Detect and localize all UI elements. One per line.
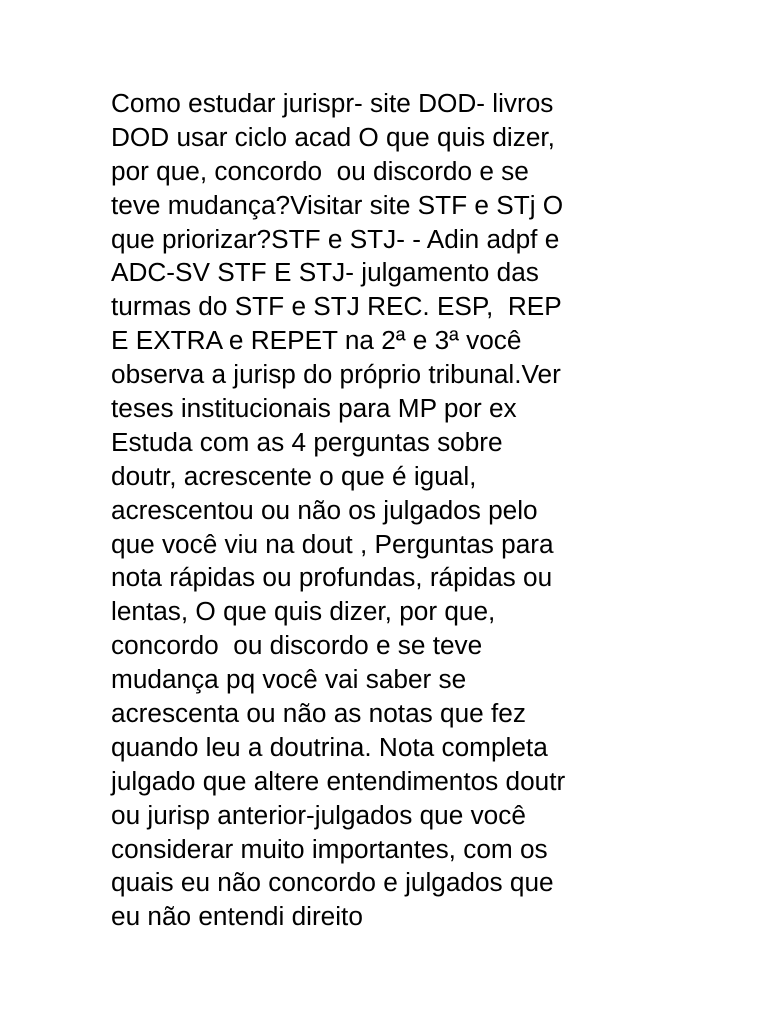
text-line: eu não entendi direito — [111, 901, 363, 932]
text-line: acrescentou ou não os julgados pelo — [111, 494, 538, 525]
text-line: acrescenta ou não as notas que fez — [111, 698, 526, 729]
text-line: ou jurisp anterior-julgados que você — [111, 799, 526, 830]
text-line: considerar muito importantes, com os — [111, 833, 548, 864]
text-line: lentas, O que quis dizer, por que, — [111, 596, 496, 627]
text-line: mudança pq você vai saber se — [111, 664, 467, 695]
document-body — [111, 87, 671, 934]
text-line: Como estudar jurispr- site DOD- livros — [111, 88, 554, 118]
text-line: nota rápidas ou profundas, rápidas ou — [111, 562, 553, 593]
text-line: julgado que altere entendimentos doutr — [111, 765, 566, 796]
text-line: DOD usar ciclo acad O que quis dizer, — [111, 121, 555, 152]
text-line: que você viu na dout , Perguntas para — [111, 528, 554, 559]
text-line: turmas do STF e STJ REC. ESP, REP — [111, 291, 562, 322]
text-line: quais eu não concordo e julgados que — [111, 867, 554, 898]
text-line: E EXTRA e REPET na 2ª e 3ª você — [111, 325, 522, 356]
text-line: teses institucionais para MP por ex — [111, 393, 517, 424]
text-line: que priorizar?STF e STJ- - Adin adpf e — [111, 223, 560, 254]
text-line: quando leu a doutrina. Nota completa — [111, 731, 548, 762]
text-line: por que, concordo ou discordo e se — [111, 155, 529, 186]
text-line: Estuda com as 4 perguntas sobre — [111, 426, 503, 457]
text-line: teve mudança?Visitar site STF e STj O — [111, 189, 564, 220]
text-line: concordo ou discordo e se teve — [111, 630, 483, 661]
text-line: ADC-SV STF E STJ- julgamento das — [111, 257, 539, 288]
text-line: observa a jurisp do próprio tribunal.Ver — [111, 359, 561, 390]
text-line: doutr, acrescente o que é igual, — [111, 460, 477, 491]
